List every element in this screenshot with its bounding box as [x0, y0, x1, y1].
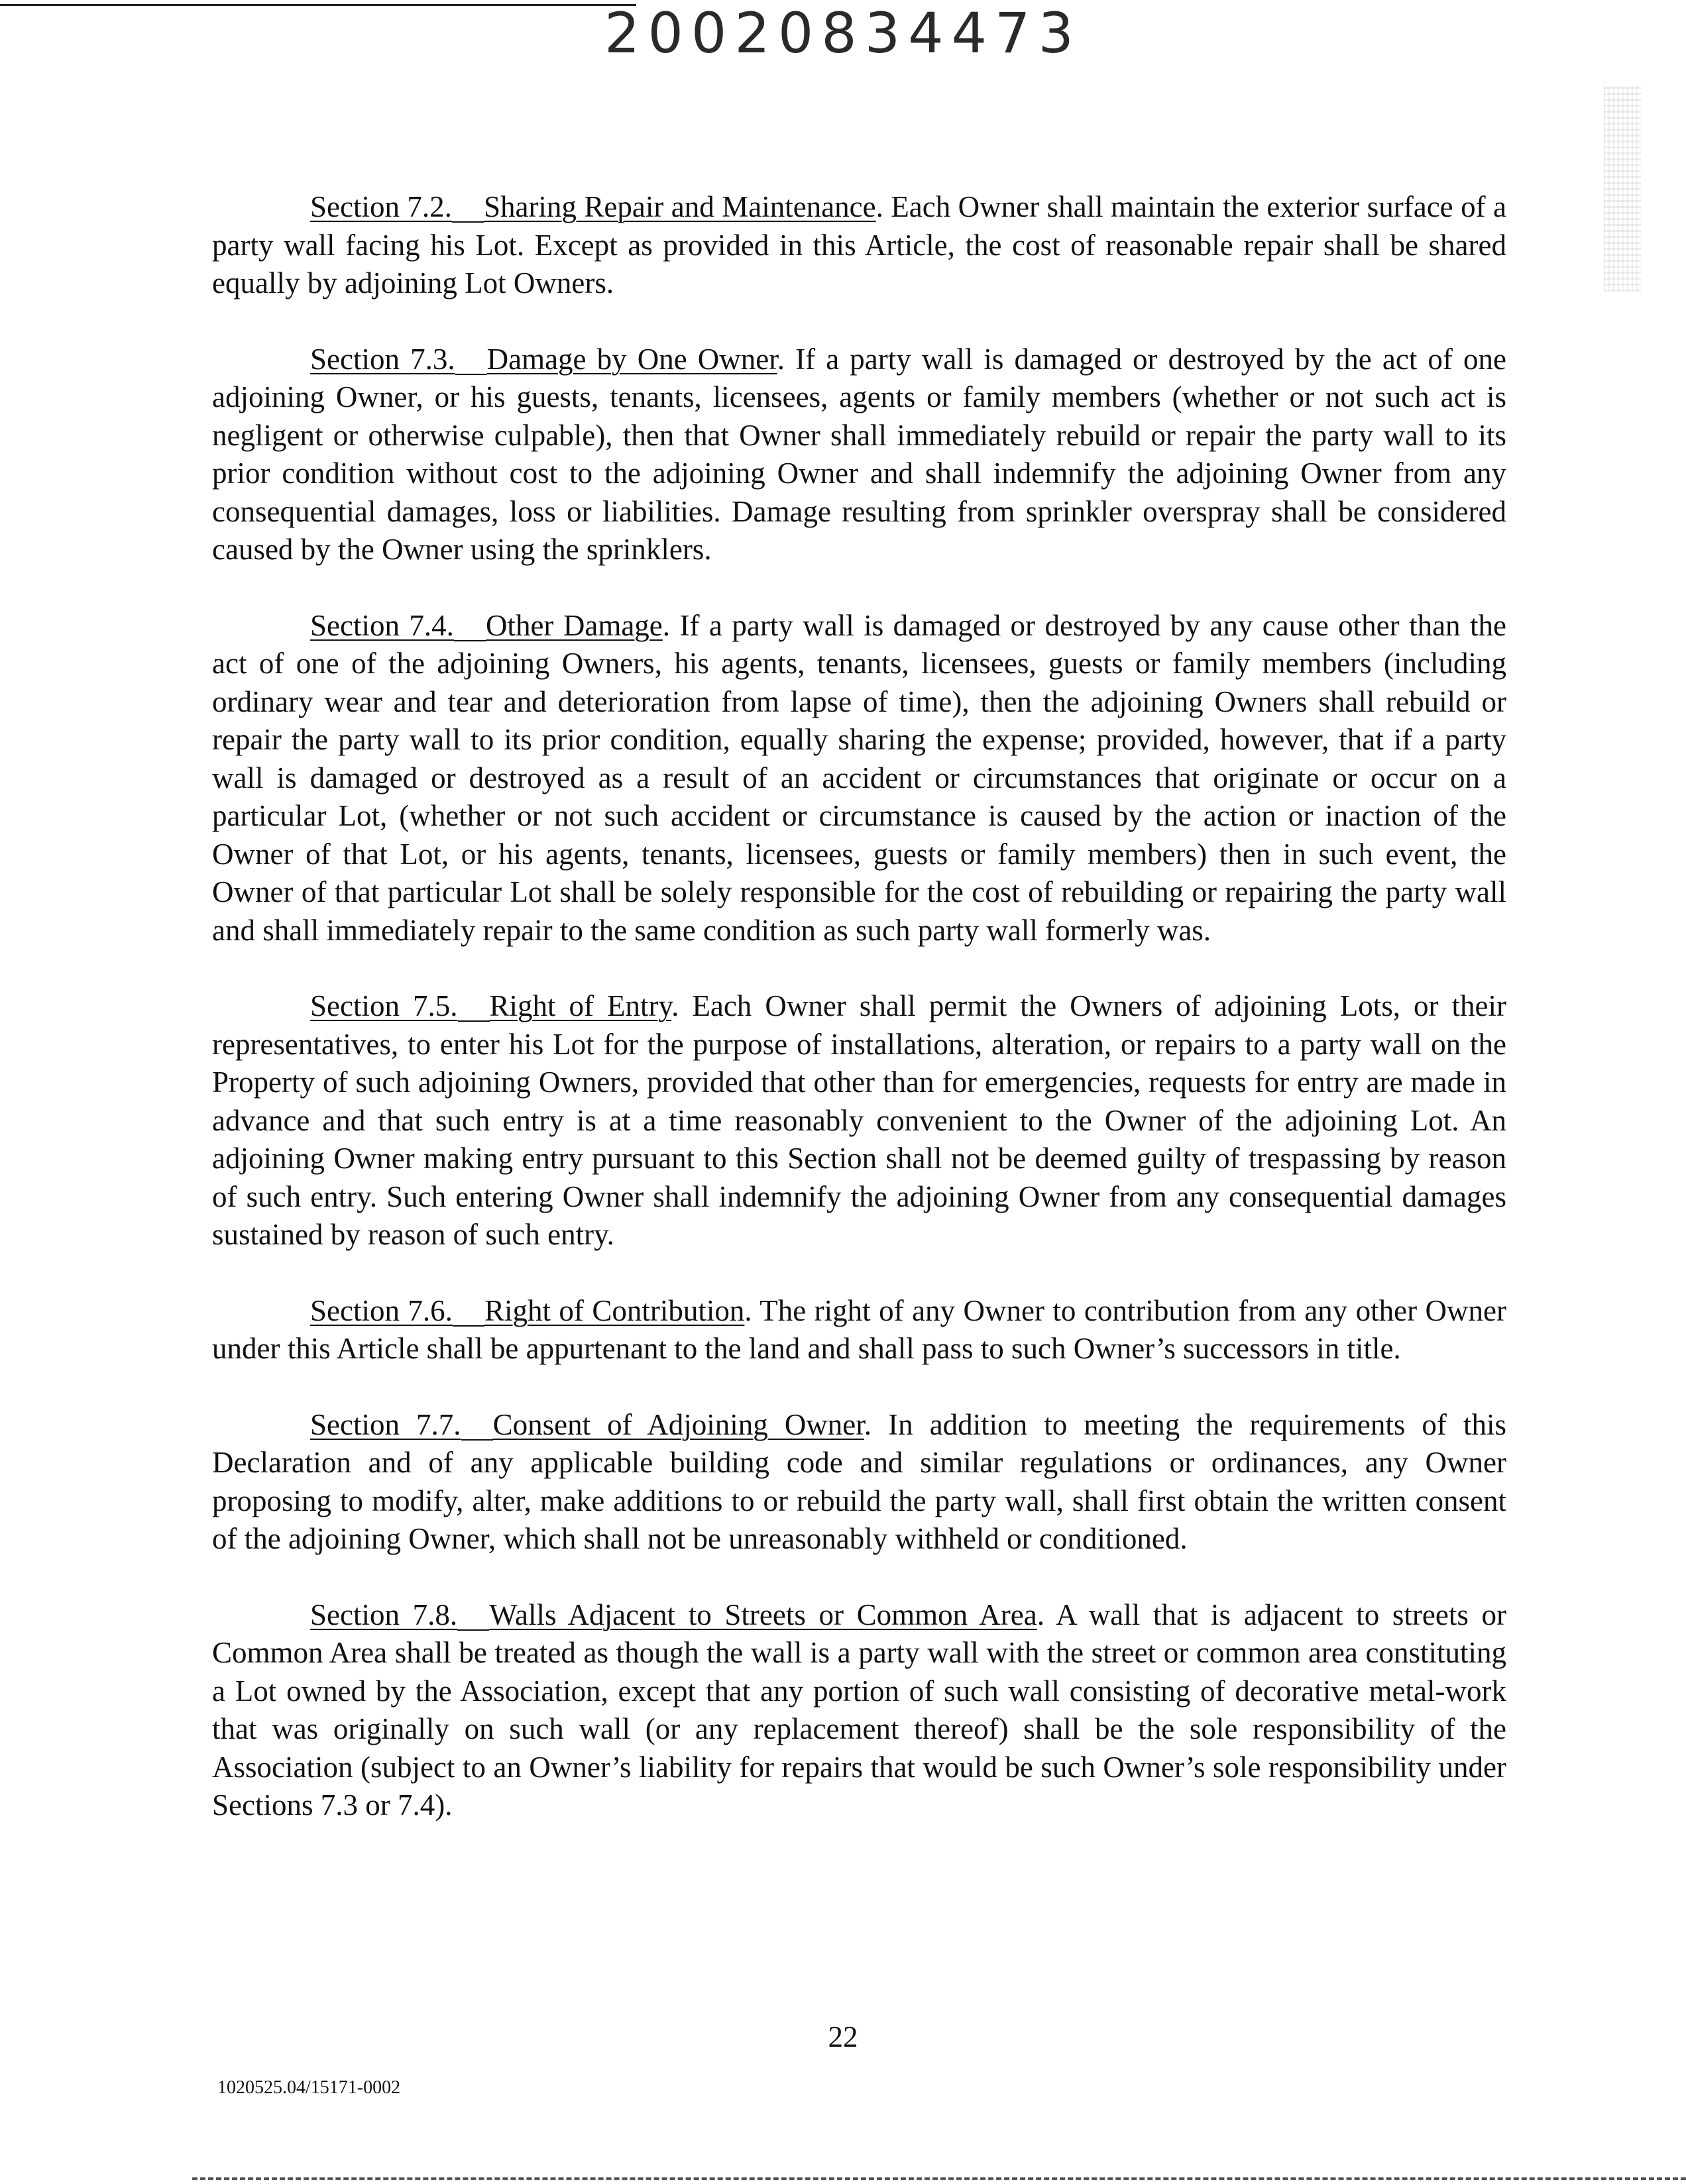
section-gap	[461, 1439, 493, 1441]
document-body	[212, 188, 1506, 1863]
footer-reference: 1020525.04/15171-0002	[217, 2077, 401, 2098]
section-text: . In addition to meeting the requirements of this Declaration and of any applicable building code and similar regulations or ordinances, any Owner proposing to modify, alter, make additions to or rebuild the party wall, shall first obtain the written consent of the adjoining Owner, which shall not be unreasonably withheld or conditioned.	[212, 1407, 1507, 1555]
section-text: . A wall that is adjacent to streets or Common Area shall be treated as though the wall is a party wall with the street or common area constituting a Lot owned by the Association, except that any portion of such wall consisting of decorative metal-work that was originally on such wall (or any replacement thereof) shall be the sole responsibility of the Association (subject to an Owner’s liability for repairs that would be such Owner’s sole responsibility under Sections 7.3 or 7.4).	[212, 1598, 1506, 1822]
page-number: 22	[828, 2020, 858, 2053]
section-gap	[453, 1325, 484, 1327]
section-gap	[458, 1020, 490, 1022]
section-7-2	[212, 188, 1506, 303]
section-gap	[457, 1629, 489, 1631]
section-7-5	[212, 987, 1506, 1254]
section-text: . If a party wall is damaged or destroyed by the act of one adjoining Owner, or his guests, tenants, licensees, agents or family members (whether or not such act is negligent or otherwise culpable), then that Owner shall immediately rebuild or repair the party wall to its prior condition without cost to the adjoining Owner and shall indemnify the adjoining Owner from any consequential damages, loss or liabilities. Damage resulting from sprinkler overspray shall be considered caused by the Owner using the sprinklers.	[212, 342, 1506, 566]
section-7-8	[212, 1596, 1506, 1825]
section-gap	[455, 374, 487, 375]
section-title: Right of Contribution	[484, 1293, 745, 1327]
section-number: Section 7.5.	[310, 989, 458, 1022]
section-text: . The right of any Owner to contribution from any other Owner under this Article shall be appurtenant to the land and shall pass to such Owner’s successors in title.	[212, 1293, 1507, 1365]
bottom-rule	[192, 2177, 1686, 2180]
section-7-6	[212, 1292, 1506, 1368]
section-7-7	[212, 1406, 1506, 1558]
section-7-3	[212, 341, 1506, 569]
section-text: . If a party wall is damaged or destroyed by any cause other than the act of one of the adjoining Owners, his agents, tenants, licensees, guests or family members (including ordinary wear and tear and deterioration from lapse of time), then the adjoining Owners shall rebuild or repair the party wall to its prior condition, equally sharing the expense; provided, however, that if a party wall is damaged or destroyed as a result of an accident or circumstances that originate or occur on a particular Lot, (whether or not such accident or circumstance is caused by the action or inaction of the Owner of that Lot, or his agents, tenants, licensees, guests or family members) then in such event, the Owner of that particular Lot shall be solely responsible for the cost of rebuilding or repairing the party wall and shall immediately repair to the same condition as such party wall formerly was.	[212, 608, 1506, 947]
section-text: . Each Owner shall permit the Owners of adjoining Lots, or their representatives, to enter his Lot for the purpose of installations, alteration, or repairs to a party wall on the Property of such adjoining Owners, provided that other than for emergencies, requests for entry are made in advance and that such entry is at a time reasonably convenient to the Owner of the adjoining Lot. An adjoining Owner making entry pursuant to this Section shall not be deemed guilty of trespassing by reason of such entry. Such entering Owner shall indemnify the adjoining Owner from any consequential damages sustained by reason of such entry.	[212, 989, 1507, 1251]
section-title: Consent of Adjoining Owner	[492, 1407, 864, 1441]
section-number: Section 7.8.	[310, 1598, 458, 1631]
section-title: Sharing Repair and Maintenance	[483, 190, 876, 223]
section-gap	[452, 221, 484, 223]
section-number: Section 7.2.	[310, 190, 452, 223]
margin-stamp	[1604, 86, 1641, 292]
section-title: Damage by One Owner	[486, 342, 777, 376]
section-title: Other Damage	[485, 608, 663, 642]
section-text: . Each Owner shall maintain the exterior surface of a party wall facing his Lot. Except as provided in this Article, the cost of reasonable repair shall be shared equally by adjoining Lot Owners.	[212, 190, 1507, 300]
section-number: Section 7.4.	[310, 608, 454, 642]
section-number: Section 7.7.	[310, 1407, 461, 1441]
section-7-4	[212, 607, 1506, 950]
section-number: Section 7.6.	[310, 1293, 453, 1327]
section-gap	[454, 640, 486, 641]
section-title: Right of Entry	[489, 989, 672, 1022]
document-number: 20020834473	[604, 1, 1082, 66]
section-title: Walls Adjacent to Streets or Common Area	[489, 1598, 1037, 1631]
section-number: Section 7.3.	[310, 342, 455, 376]
